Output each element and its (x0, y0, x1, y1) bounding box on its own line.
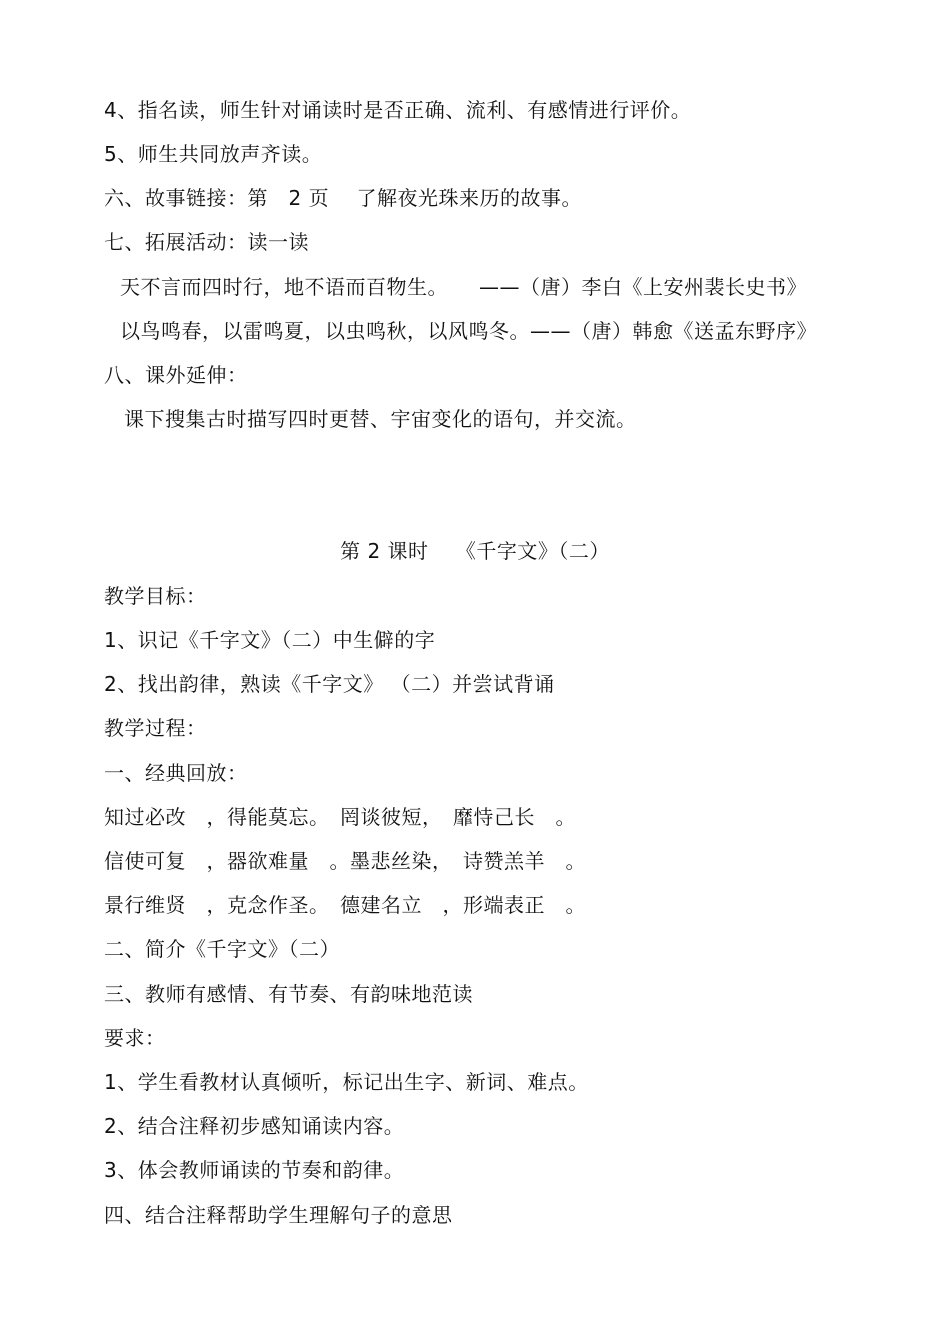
quote-line: 天不言而四时行，地不语而百物生。 ——（唐）李白《上安州裴长史书》 (120, 275, 807, 299)
verse-line: 景行维贤 ，克念作圣。 德建名立 ，形端表正 。 (104, 893, 586, 917)
verse-line: 知过必改 ，得能莫忘。 罔谈彼短， 靡恃己长 。 (104, 805, 576, 829)
text-line: 4、指名读，师生针对诵读时是否正确、流利、有感情进行评价。 (104, 98, 692, 122)
text-line: 2、结合注释初步感知诵读内容。 (104, 1114, 405, 1138)
text-line: 5、师生共同放声齐读。 (104, 142, 323, 166)
text-line: 六、故事链接：第 2 页 了解夜光珠来历的故事。 (104, 186, 582, 210)
verse-line: 信使可复 ，器欲难量 。墨悲丝染， 诗赞羔羊 。 (104, 849, 586, 873)
lesson-title: 第 2 课时 《千字文》（二） (340, 539, 610, 563)
text-line: 1、学生看教材认真倾听，标记出生字、新词、难点。 (104, 1070, 589, 1094)
section-heading: 教学过程： (104, 716, 207, 740)
text-line: 2、找出韵律，熟读《千字文》 （二）并尝试背诵 (104, 672, 555, 696)
text-line: 三、教师有感情、有节奏、有韵味地范读 (104, 982, 473, 1006)
text-line: 八、课外延伸： (104, 363, 248, 387)
section-heading: 教学目标： (104, 584, 207, 608)
text-line: 1、识记《千字文》（二）中生僻的字 (104, 628, 436, 652)
text-line: 四、结合注释帮助学生理解句子的意思 (104, 1203, 453, 1227)
text-line: 七、拓展活动：读一读 (104, 230, 309, 254)
text-line: 二、简介《千字文》（二） (104, 937, 340, 961)
text-line: 一、经典回放： (104, 761, 248, 785)
text-line: 要求： (104, 1026, 166, 1050)
text-line: 课下搜集古时描写四时更替、宇宙变化的语句，并交流。 (124, 407, 637, 431)
text-line: 3、体会教师诵读的节奏和韵律。 (104, 1158, 405, 1182)
quote-line: 以鸟鸣春，以雷鸣夏，以虫鸣秋，以风鸣冬。——（唐）韩愈《送孟东野序》 (120, 319, 817, 343)
